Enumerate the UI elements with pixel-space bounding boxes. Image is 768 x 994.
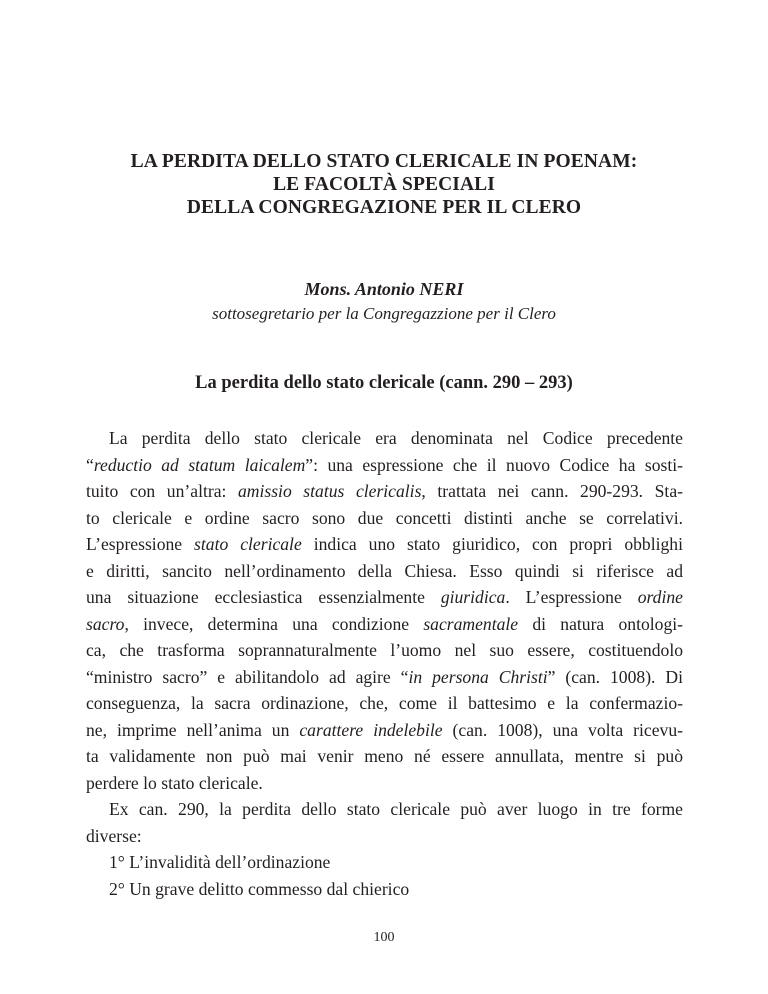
body-line: ta validamente non può mai venir meno né essere annullata, mentre si può — [86, 746, 683, 766]
article-title — [60, 150, 708, 219]
section-heading: La perdita dello stato clericale (cann. 290 – 293) — [195, 373, 573, 393]
title-line-3: DELLA CONGREGAZIONE PER IL CLERO — [186, 197, 582, 218]
body-line: “reductio ad statum laicalem”: una espressione che il nuovo Codice ha sosti- — [86, 454, 683, 475]
body-line: L’espressione stato clericale indica uno stato giuridico, con propri obblighi — [86, 534, 683, 554]
list-item: 1° L’invalidità dell’ordinazione — [109, 852, 331, 872]
body-line: to clericale e ordine sacro sono due concetti distinti anche se correlativi. — [86, 507, 683, 528]
title-line-1: LA PERDITA DELLO STATO CLERICALE IN POENAM: — [130, 151, 638, 172]
body-line: “ministro sacro” e abilitandolo ad agire “in persona Christi” (can. 1008). Di — [86, 666, 683, 687]
author-name: Mons. Antonio NERI — [304, 279, 464, 299]
list-item: 2° Un grave delitto commesso dal chierico — [109, 878, 410, 899]
body-text — [86, 425, 683, 902]
title-line-2: LE FACOLTÀ SPECIALI — [273, 174, 495, 195]
body-line: e diritti, sancito nell’ordinamento della Chiesa. Esso quindi si riferisce ad — [86, 560, 683, 581]
body-line: ne, imprime nell’anima un carattere indelebile (can. 1008), una volta ricevu- — [86, 719, 683, 740]
body-line: tuito con un’altra: amissio status clericalis, trattata nei cann. 290-293. Sta- — [86, 481, 683, 501]
body-line: ca, che trasforma soprannaturalmente l’uomo nel suo essere, costituendolo — [86, 640, 683, 660]
body-line: diverse: — [86, 825, 142, 846]
body-line: Ex can. 290, la perdita dello stato clericale può aver luogo in tre forme — [109, 799, 683, 819]
body-line: sacro, invece, determina una condizione sacramentale di natura ontologi- — [86, 613, 683, 634]
body-line: conseguenza, la sacra ordinazione, che, come il battesimo e la confermazio- — [86, 693, 683, 713]
body-line: La perdita dello stato clericale era denominata nel Codice precedente — [109, 428, 683, 448]
body-line: una situazione ecclesiastica essenzialmente giuridica. L’espressione ordine — [86, 587, 683, 607]
page-number: 100 — [373, 930, 395, 945]
body-line: perdere lo stato clericale. — [86, 772, 263, 793]
author-affiliation: sottosegretario per la Congregazzione per il Clero — [212, 304, 556, 323]
